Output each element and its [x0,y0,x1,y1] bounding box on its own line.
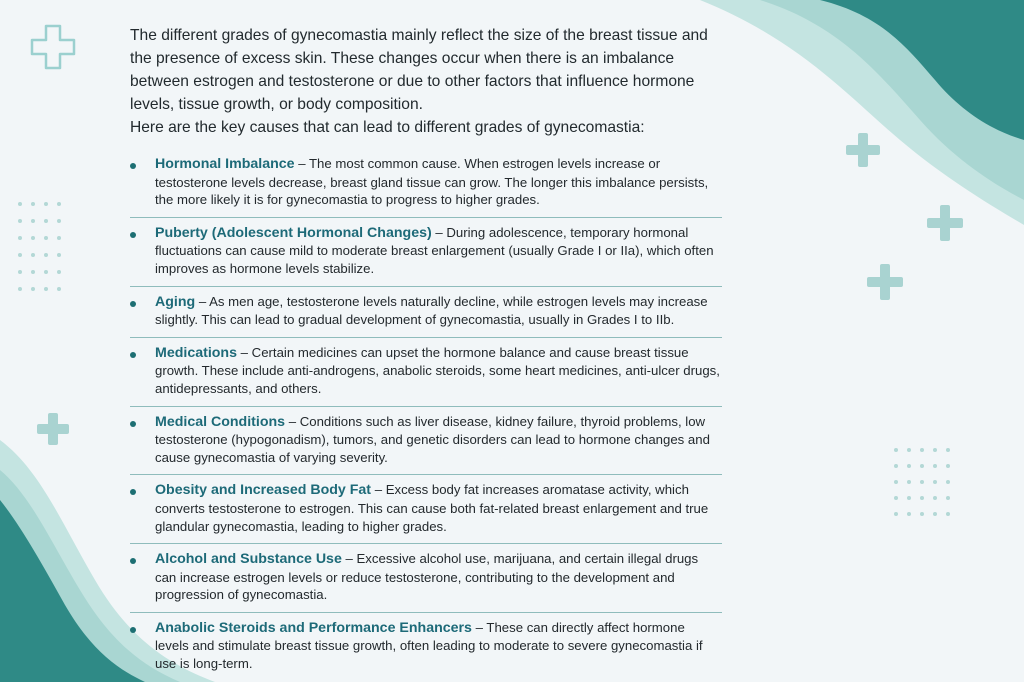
cause-item-obesity [130,475,722,544]
cause-separator: – [471,619,487,635]
plus-icon [846,133,880,167]
cause-separator: – [294,156,309,171]
cause-separator: – [431,224,447,240]
cause-text: Excessive alcohol use, marijuana, and certain illegal drugs can increase estrogen levels or reduce testosterone, contributing to the development and progression of gynecomastia. [155,551,699,603]
cause-title: Puberty (Adolescent Hormonal Changes) [155,224,432,241]
cause-item-medical-conditions [130,407,722,476]
bullet-dot [130,352,136,358]
bullet-dot [130,489,136,495]
cause-title: Alcohol and Substance Use [155,551,342,568]
dot-grid [894,448,950,516]
causes-lead: Here are the key causes that can lead to different grades of gynecomastia: [130,119,645,136]
plus-icon [867,264,903,300]
cause-text: Conditions such as liver disease, kidney failure, thyroid problems, low testosterone (hypogonadism), tumors, and genetic disorders can lead to hormone changes and cause gynecomastia of varying severity. [155,413,710,465]
cause-item-alcohol [130,544,722,613]
cause-text: Certain medicines can upset the hormone balance and cause breast tissue growth. These include anti-androgens, anabolic steroids, some heart medicines, anti-ulcer drugs, antidepressants, and others. [155,344,720,396]
causes-list [130,149,722,681]
cause-separator: – [341,551,357,567]
cause-item-puberty [130,218,722,287]
cause-title: Hormonal Imbalance [155,156,295,172]
dot-grid [18,202,61,291]
plus-icon [927,205,963,241]
cause-text: As men age, testosterone levels naturally decline, while estrogen levels may increase slightly. This can lead to gradual development of gynecomastia, usually in Grades I to IIb. [155,293,708,328]
cause-title: Aging [155,293,196,310]
cause-text: During adolescence, temporary hormonal fluctuations can cause mild to moderate breast enlargement (usually Grade I or IIa), which often improves as hormone levels stabilize. [155,224,714,276]
bullet-dot [130,301,136,307]
cause-text: These can directly affect hormone levels and stimulate breast tissue growth, often leading to moderate to severe gynecomastia if use is long-term. [155,619,703,672]
intro-paragraph: The different grades of gynecomastia mainly reflect the size of the breast tissue and the presence of excess skin. These changes occur when there is an imbalance between estrogen and testosterone or due to other factors that influence hormone levels, tissue growth, or body composition. [130,27,708,113]
plus-icon [37,413,69,445]
article-content [130,24,722,681]
top-right-wave [700,0,1024,225]
bullet-dot [130,558,136,564]
bullet-dot [130,421,136,427]
cause-title: Medical Conditions [155,413,286,430]
cause-separator: – [237,344,252,360]
cause-item-anabolic-steroids [130,613,722,681]
cause-title: Obesity and Increased Body Fat [155,482,372,499]
cause-text: Excess body fat increases aromatase activity, which converts testosterone to estrogen. This can cause both fat-related breast enlargement and true glandular gynecomastia, leading to higher grades. [155,482,709,534]
cause-title: Anabolic Steroids and Performance Enhancers [155,619,472,636]
cause-title: Medications [155,344,237,361]
cause-separator: – [195,293,210,309]
cause-separator: – [285,413,300,429]
cause-text: The most common cause. When estrogen levels increase or testosterone levels decrease, breast gland tissue can grow. The longer this imbalance persists, the more likely it is for gynecomastia to progress to higher grades. [155,156,709,208]
cause-item-hormonal-imbalance [130,149,722,218]
cause-item-aging [130,287,722,338]
bullet-dot [130,627,136,633]
plus-icon [32,26,74,68]
cause-item-medications [130,338,722,407]
bullet-dot [130,163,136,169]
cause-separator: – [371,482,386,498]
bullet-dot [130,232,136,238]
